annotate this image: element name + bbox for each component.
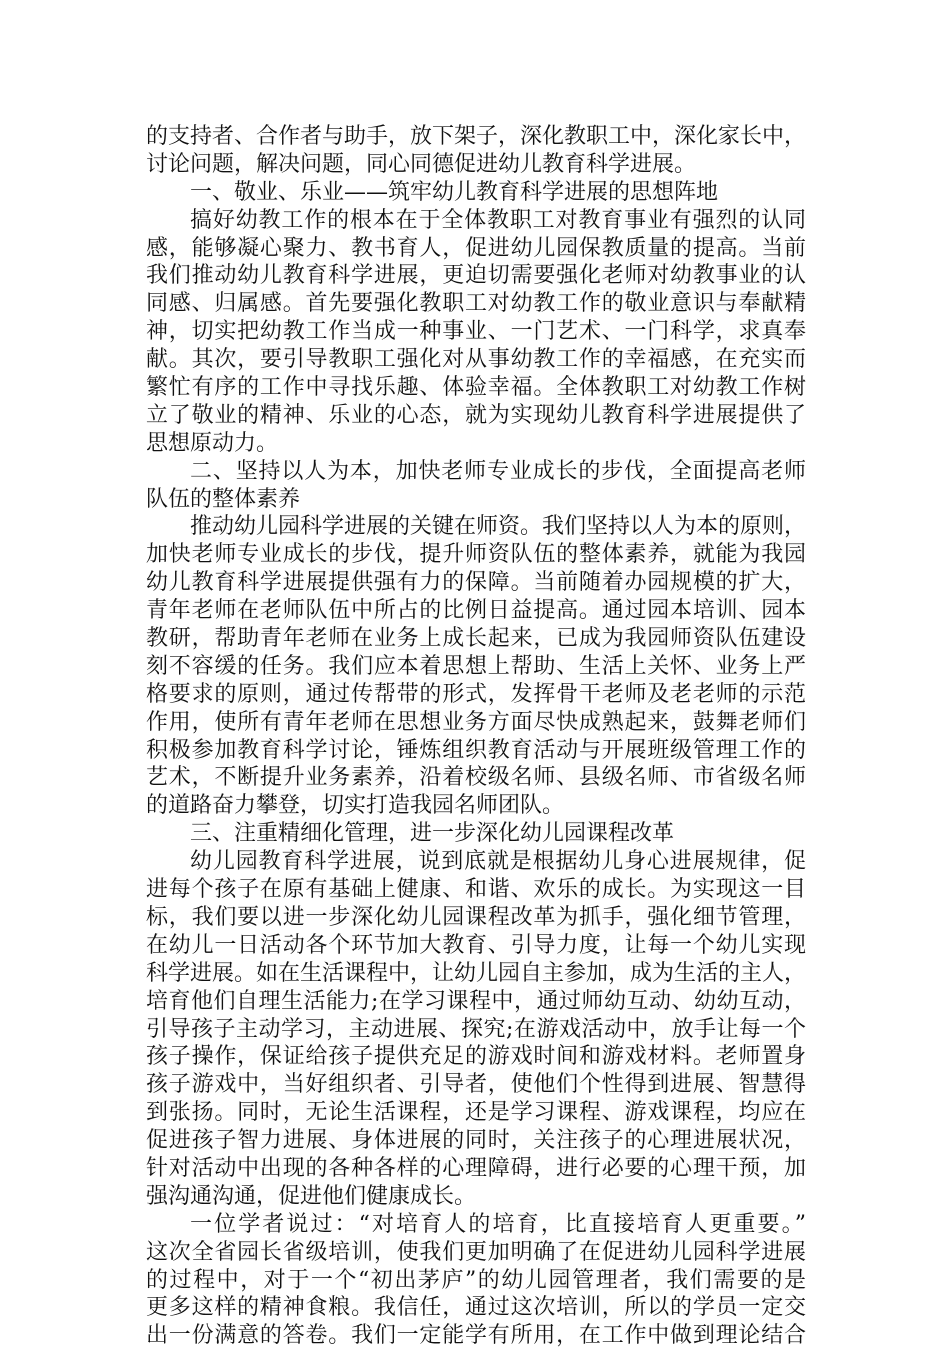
document-page (146, 123, 806, 1350)
text-line: 思想原动力。 (146, 430, 279, 456)
text-line: 刻不容缓的任务。我们应本着思想上帮助、生活上关怀、业务上严 (146, 653, 806, 679)
text-line: 孩子游戏中，当好组织者、引导者，使他们个性得到进展、智慧得 (146, 1072, 806, 1098)
text-line: 神，切实把幼教工作当成一种事业、一门艺术、一门科学，求真奉 (146, 319, 806, 345)
text-line: 的支持者、合作者与助手，放下架子，深化教职工中，深化家长中， (146, 124, 807, 149)
text-line: 二、坚持以人为本，加快老师专业成长的步伐，全面提高老师 (190, 458, 806, 484)
text-line: 在幼儿一日活动各个环节加大教育、引导力度，让每一个幼儿实现 (146, 932, 806, 958)
text-line: 我们推动幼儿教育科学进展，更迫切需要强化老师对幼教事业的认 (146, 263, 806, 289)
text-line: 进每个孩子在原有基础上健康、和谐、欢乐的成长。为实现这一目 (146, 877, 806, 903)
text-line: 三、注重精细化管理，进一步深化幼儿园课程改革 (190, 821, 675, 847)
text-line: 幼儿园教育科学进展，说到底就是根据幼儿身心进展规律，促 (190, 849, 806, 875)
text-line: 标，我们要以进一步深化幼儿园课程改革为抓手，强化细节管理， (146, 904, 806, 930)
text-line: 孩子操作，保证给孩子提供充足的游戏时间和游戏材料。老师置身 (146, 1044, 806, 1070)
text-line: 这次全省园长省级培训，使我们更加明确了在促进幼儿园科学进展 (146, 1239, 806, 1265)
text-line: 立了敬业的精神、乐业的心态，就为实现幼儿教育科学进展提供了 (146, 402, 806, 428)
text-line: 一位学者说过：“对培育人的培育，比直接培育人更重要。” (190, 1211, 806, 1237)
text-line: 同感、归属感。首先要强化教职工对幼教工作的敬业意识与奉献精 (146, 291, 806, 317)
text-line: 引导孩子主动学习，主动进展、探究;在游戏活动中，放手让每一个 (146, 1016, 806, 1042)
text-line: 的道路奋力攀登，切实打造我园名师团队。 (146, 793, 565, 819)
text-line: 幼儿教育科学进展提供强有力的保障。当前随着办园规模的扩大， (146, 570, 806, 596)
text-line: 更多这样的精神食粮。我信任，通过这次培训，所以的学员一定交 (146, 1295, 806, 1321)
text-line: 积极参加教育科学讨论，锤炼组织教育活动与开展班级管理工作的 (146, 737, 806, 763)
text-line: 促进孩子智力进展、身体进展的同时，关注孩子的心理进展状况， (146, 1128, 806, 1154)
text-line: 教研，帮助青年老师在业务上成长起来，已成为我园师资队伍建设 (146, 626, 806, 652)
text-line: 加快老师专业成长的步伐，提升师资队伍的整体素养，就能为我园 (146, 542, 806, 568)
text-line: 艺术，不断提升业务素养，沿着校级名师、县级名师、市省级名师 (146, 765, 806, 791)
text-line: 推动幼儿园科学进展的关键在师资。我们坚持以人为本的原则， (190, 514, 807, 540)
text-line: 的过程中，对于一个“初出茅庐”的幼儿园管理者，我们需要的是 (146, 1267, 806, 1293)
text-line: 队伍的整体素养 (146, 486, 301, 512)
text-line: 讨论问题，解决问题，同心同德促进幼儿教育科学进展。 (146, 151, 697, 177)
text-line: 感，能够凝心聚力、教书育人，促进幼儿园保教质量的提高。当前 (146, 235, 806, 261)
text-line: 强沟通沟通，促进他们健康成长。 (146, 1183, 477, 1209)
text-line: 一、敬业、乐业——筑牢幼儿教育科学进展的思想阵地 (190, 179, 719, 205)
text-line: 格要求的原则，通过传帮带的形式，发挥骨干老师及老老师的示范 (146, 681, 806, 707)
text-line: 针对活动中出现的各种各样的心理障碍，进行必要的心理干预，加 (146, 1155, 806, 1181)
text-line: 青年老师在老师队伍中所占的比例日益提高。通过园本培训、园本 (146, 598, 806, 624)
text-line: 科学进展。如在生活课程中，让幼儿园自主参加，成为生活的主人， (146, 960, 807, 986)
text-line: 献。其次，要引导教职工强化对从事幼教工作的幸福感，在充实而 (146, 347, 806, 373)
text-line: 繁忙有序的工作中寻找乐趣、体验幸福。全体教职工对幼教工作树 (146, 375, 806, 401)
text-line: 出一份满意的答卷。我们一定能学有所用，在工作中做到理论结合 (146, 1323, 806, 1349)
text-line: 培育他们自理生活能力;在学习课程中，通过师幼互动、幼幼互动， (146, 988, 806, 1014)
text-line: 作用，使所有青年老师在思想业务方面尽快成熟起来，鼓舞老师们 (146, 709, 806, 735)
text-line: 搞好幼教工作的根本在于全体教职工对教育事业有强烈的认同 (190, 207, 806, 233)
text-line: 到张扬。同时，无论生活课程，还是学习课程、游戏课程，均应在 (146, 1100, 806, 1126)
